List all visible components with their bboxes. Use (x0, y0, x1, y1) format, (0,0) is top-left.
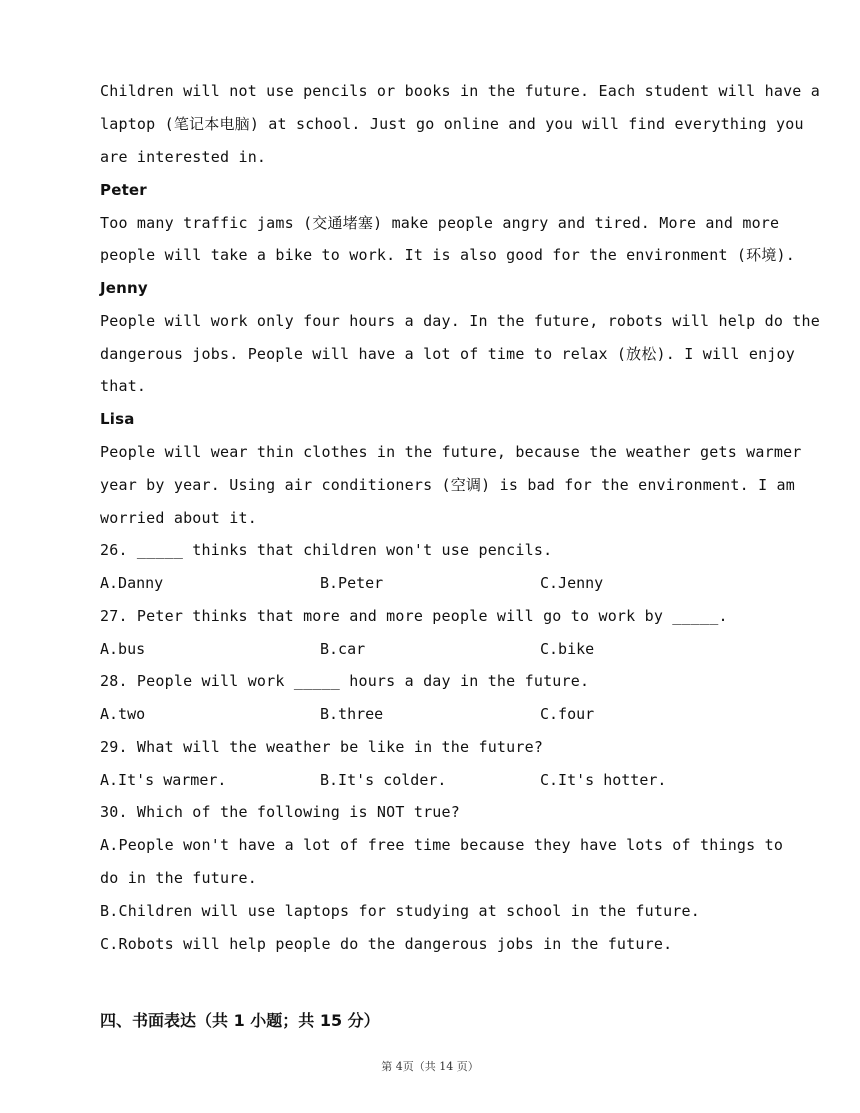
speaker-name-peter: Peter (100, 181, 147, 199)
passage-line: are interested in. (100, 148, 267, 166)
option-26-c[interactable]: C.Jenny (540, 574, 604, 592)
page-footer: 第 4页（共 14 页） (381, 1060, 479, 1073)
option-30-a-continued[interactable]: do in the future. (100, 869, 257, 887)
option-27-c[interactable]: C.bike (540, 640, 595, 658)
passage-line: People will work only four hours a day. In the future, robots will help do the (100, 312, 820, 330)
option-26-b[interactable]: B.Peter (320, 574, 384, 592)
section-heading: 四、书面表达（共 1 小题；共 15 分） (100, 1011, 380, 1030)
passage-line: Children will not use pencils or books in the future. Each student will have a (100, 82, 820, 100)
passage-line: people will take a bike to work. It is also good for the environment (环境). (100, 246, 796, 264)
option-28-a[interactable]: A.two (100, 705, 146, 723)
passage-line: that. (100, 377, 147, 395)
option-28-c[interactable]: C.four (540, 705, 595, 723)
passage-line: year by year. Using air conditioners (空调) is bad for the environment. I am (100, 476, 796, 494)
passage-line: People will wear thin clothes in the future, because the weather gets warmer (100, 443, 802, 461)
question-stem-28: 28. People will work _____ hours a day in the future. (100, 672, 590, 690)
passage-line: dangerous jobs. People will have a lot of time to relax (放松). I will enjoy (100, 345, 796, 363)
passage-line: Too many traffic jams (交通堵塞) make people angry and tired. More and more (100, 214, 780, 232)
option-27-b[interactable]: B.car (320, 640, 366, 658)
speaker-name-jenny: Jenny (100, 279, 148, 297)
option-29-a[interactable]: A.It's warmer. (100, 771, 227, 789)
question-stem-30: 30. Which of the following is NOT true? (100, 803, 460, 821)
option-27-a[interactable]: A.bus (100, 640, 146, 658)
option-29-b[interactable]: B.It's colder. (320, 771, 447, 789)
option-28-b[interactable]: B.three (320, 705, 384, 723)
option-30-c[interactable]: C.Robots will help people do the dangerous jobs in the future. (100, 935, 673, 953)
option-30-b[interactable]: B.Children will use laptops for studying at school in the future. (100, 902, 700, 920)
question-stem-27: 27. Peter thinks that more and more people will go to work by _____. (100, 607, 728, 625)
option-29-c[interactable]: C.It's hotter. (540, 771, 667, 789)
passage-line: laptop (笔记本电脑) at school. Just go online and you will find everything you (100, 115, 804, 133)
question-stem-26: 26. _____ thinks that children won't use pencils. (100, 541, 553, 559)
option-26-a[interactable]: A.Danny (100, 574, 164, 592)
option-30-a[interactable]: A.People won't have a lot of free time because they have lots of things to (100, 836, 784, 854)
passage-line: worried about it. (100, 509, 257, 527)
question-stem-29: 29. What will the weather be like in the future? (100, 738, 544, 756)
speaker-name-lisa: Lisa (100, 410, 135, 428)
